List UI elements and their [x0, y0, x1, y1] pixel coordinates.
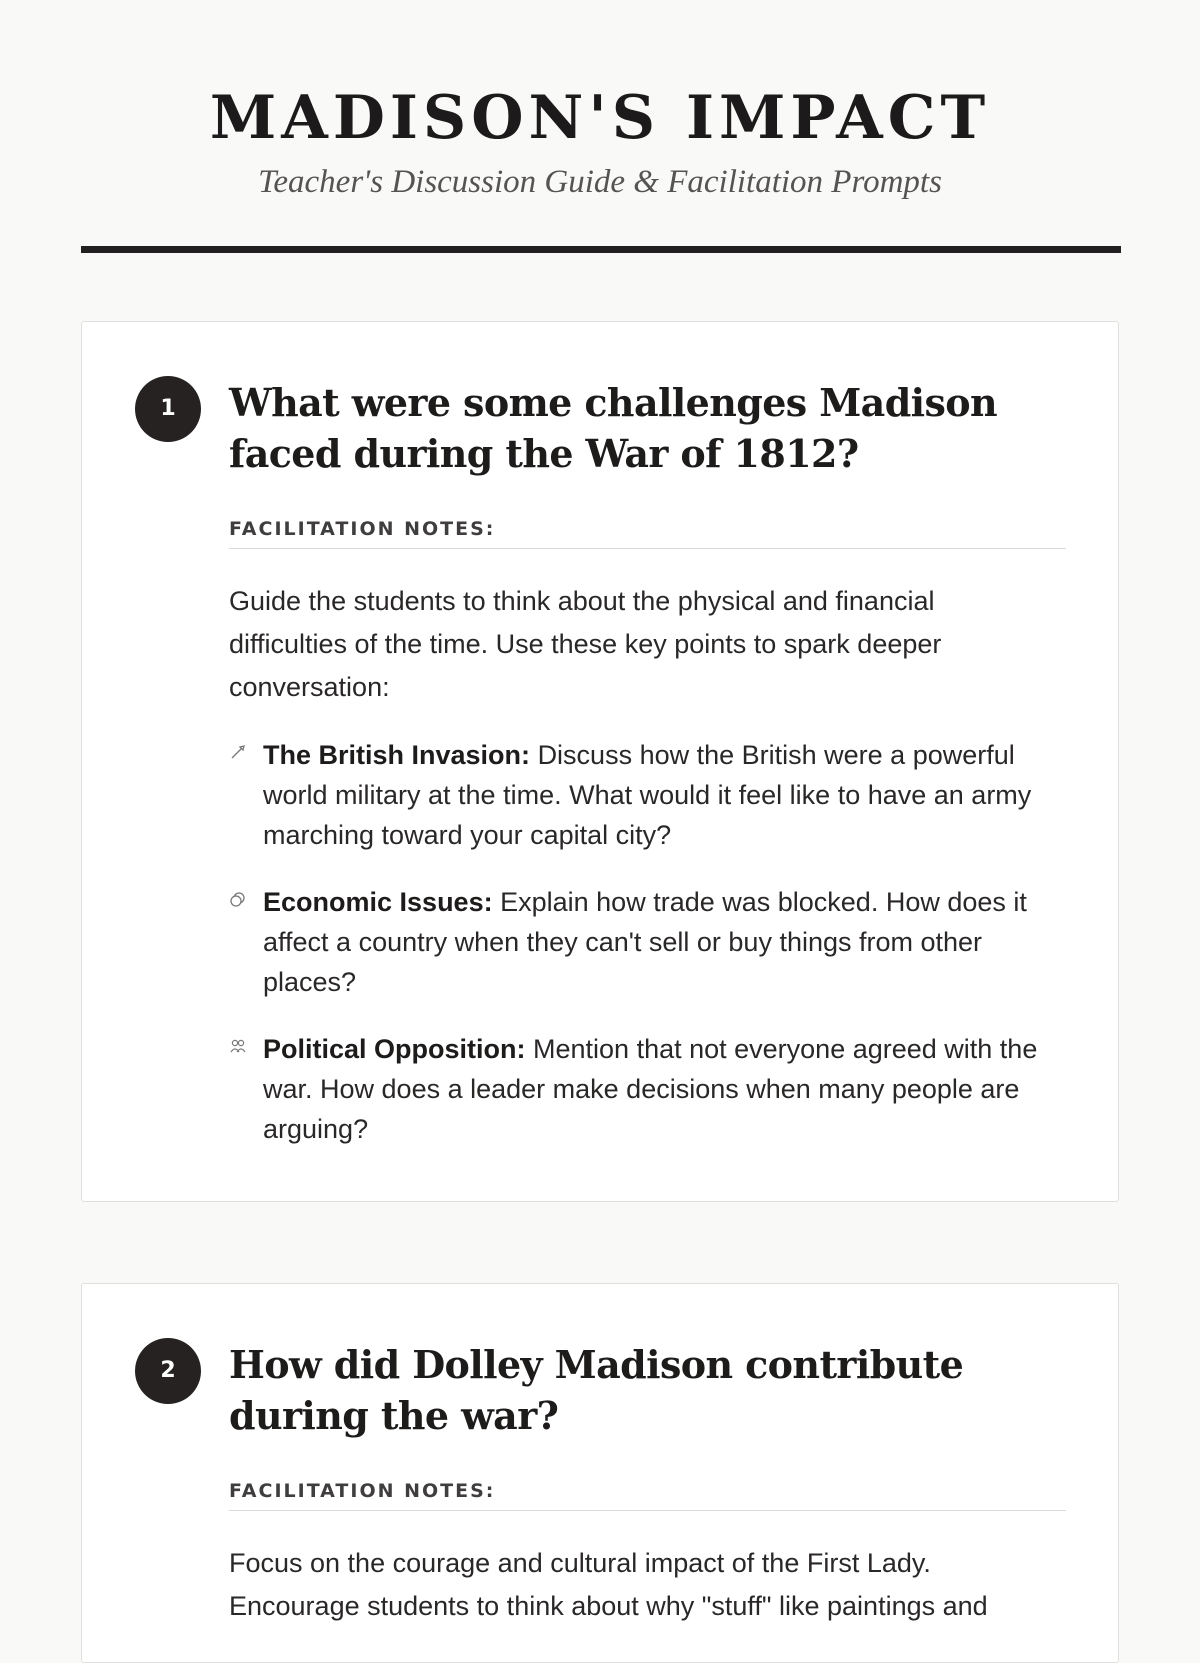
- key-point-text: Mention that not everyone agreed with the war. How does a leader make decisions when many people are arguing?: [263, 1034, 1038, 1144]
- question-card-1: [81, 321, 1119, 1202]
- key-point: [229, 882, 1049, 1002]
- page-title: MADISON'S IMPACT: [209, 83, 991, 153]
- key-point: [229, 735, 1049, 855]
- question-title: How did Dolley Madison contribute during the war?: [229, 1342, 964, 1438]
- question-title: What were some challenges Madison faced during the War of 1812?: [229, 380, 998, 476]
- key-point-text: Discuss how the British were a powerful world military at the time. What would it feel like to have an army marching toward your capital city?: [263, 740, 1032, 850]
- coins-icon: [229, 890, 247, 908]
- page-subtitle: Teacher's Discussion Guide & Facilitation Prompts: [258, 164, 942, 200]
- question-number-badge: 2: [135, 1338, 201, 1404]
- question-number-badge: 1: [135, 376, 201, 442]
- facilitation-notes-label: FACILITATION NOTES:: [229, 1480, 1066, 1511]
- key-point-text: Explain how trade was blocked. How does it affect a country when they can't sell or buy things from other places?: [263, 887, 1027, 997]
- key-point-term: Political Opposition:: [263, 1034, 526, 1064]
- facilitation-notes-text: Focus on the courage and cultural impact of the First Lady. Encourage students to think about why "stuff" like paintings and: [229, 1548, 988, 1621]
- facilitation-notes-label: FACILITATION NOTES:: [229, 518, 1066, 549]
- page-header: [0, 0, 1200, 202]
- people-icon: [229, 1037, 247, 1055]
- key-point-term: The British Invasion:: [263, 740, 531, 770]
- key-points-list: [229, 735, 1049, 1176]
- key-point-term: Economic Issues:: [263, 887, 493, 917]
- key-point: [229, 1029, 1049, 1149]
- question-card-2: [81, 1283, 1119, 1663]
- quill-icon: [229, 743, 247, 761]
- facilitation-notes-text: Guide the students to think about the physical and financial difficulties of the time. Use these key points to spark deeper conversation:: [229, 586, 942, 702]
- header-divider: [81, 246, 1121, 253]
